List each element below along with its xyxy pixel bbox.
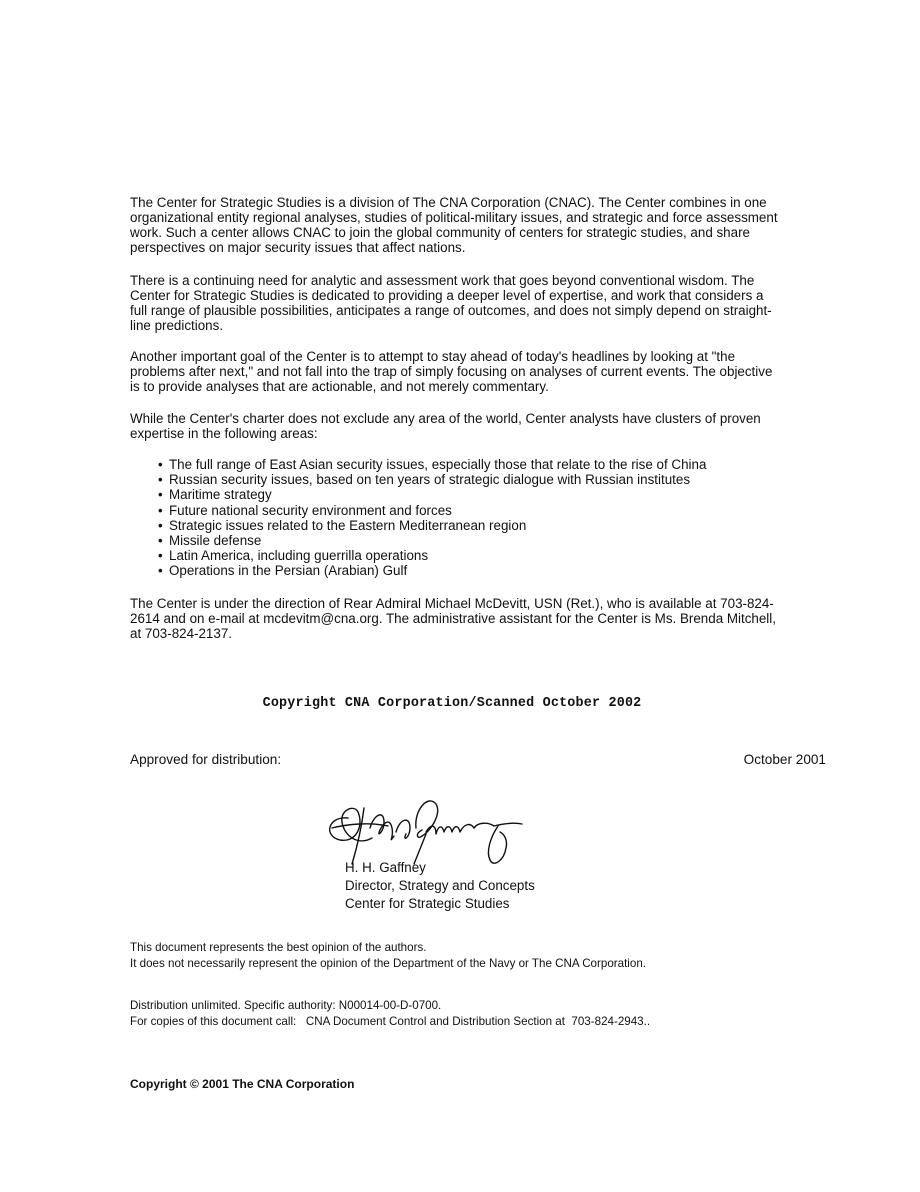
- paragraph-center-description: The Center for Strategic Studies is a division of The CNA Corporation (CNAC). The Center combines in one organizational entity regional analyses, studies of political-military issues, and strategic and force assessment work. Such a center allows CNAC to join the global community of centers for strategic studies, and share perspectives on major security issues that affect nations.: [130, 195, 778, 255]
- scan-copyright-text: Copyright CNA Corporation/Scanned October 2002: [262, 696, 642, 711]
- list-item: • Missile defense: [158, 533, 778, 548]
- scan-copyright-note: [0, 696, 920, 711]
- paragraph-direction: The Center is under the direction of Rear Admiral Michael McDevitt, USN (Ret.), who is available at 703-824-2614 and on e-mail at mcdevitm@cna.org. The administrative assistant for the Center is Ms. Brenda Mitchell, at 703-824-2137.: [130, 596, 776, 641]
- signature-image: [318, 788, 528, 870]
- list-item: • Russian security issues, based on ten years of strategic dialogue with Russian institutes: [158, 472, 778, 487]
- distribution-line: For copies of this document call: CNA Document Control and Distribution Section at 703-824-2943..: [130, 1015, 651, 1028]
- disclaimer: [130, 940, 646, 972]
- expertise-list: [158, 457, 778, 579]
- disclaimer-line: It does not necessarily represent the opinion of the Department of the Navy or The CNA Corporation.: [130, 957, 646, 970]
- list-item: • Maritime strategy: [158, 487, 778, 502]
- distribution-statement: [130, 998, 650, 1030]
- disclaimer-line: This document represents the best opinion of the authors.: [130, 941, 427, 954]
- paragraph-charter: While the Center's charter does not exclude any area of the world, Center analysts have clusters of proven expertise in the following areas:: [130, 411, 761, 441]
- approval-date: October 2001: [743, 752, 826, 767]
- signer-block: [345, 859, 535, 913]
- list-item: • Operations in the Persian (Arabian) Gulf: [158, 563, 778, 578]
- list-item: • Latin America, including guerrilla operations: [158, 548, 778, 563]
- copyright-notice: Copyright © 2001 The CNA Corporation: [130, 1077, 355, 1091]
- list-item: • Strategic issues related to the Eastern Mediterranean region: [158, 518, 778, 533]
- paragraph-analytic-need: There is a continuing need for analytic and assessment work that goes beyond conventional wisdom. The Center for Strategic Studies is dedicated to providing a deeper level of expertise, and work that considers a full range of plausible possibilities, anticipates a range of outcomes, and does not simply depend on straight-line predictions.: [130, 273, 772, 333]
- list-item: • The full range of East Asian security issues, especially those that relate to the rise of China: [158, 457, 778, 472]
- signer-organization: Center for Strategic Studies: [345, 896, 510, 911]
- list-item: • Future national security environment and forces: [158, 503, 778, 518]
- signer-title: Director, Strategy and Concepts: [345, 878, 535, 893]
- signer-name: H. H. Gaffney: [345, 860, 426, 875]
- distribution-line: Distribution unlimited. Specific authority: N00014-00-D-0700.: [130, 999, 442, 1012]
- approval-label: Approved for distribution:: [130, 752, 282, 767]
- paragraph-goal: Another important goal of the Center is to attempt to stay ahead of today's headlines by looking at "the problems after next," and not fall into the trap of simply focusing on analyses of current events. The objective is to provide analyses that are actionable, and not merely commentary.: [130, 349, 773, 394]
